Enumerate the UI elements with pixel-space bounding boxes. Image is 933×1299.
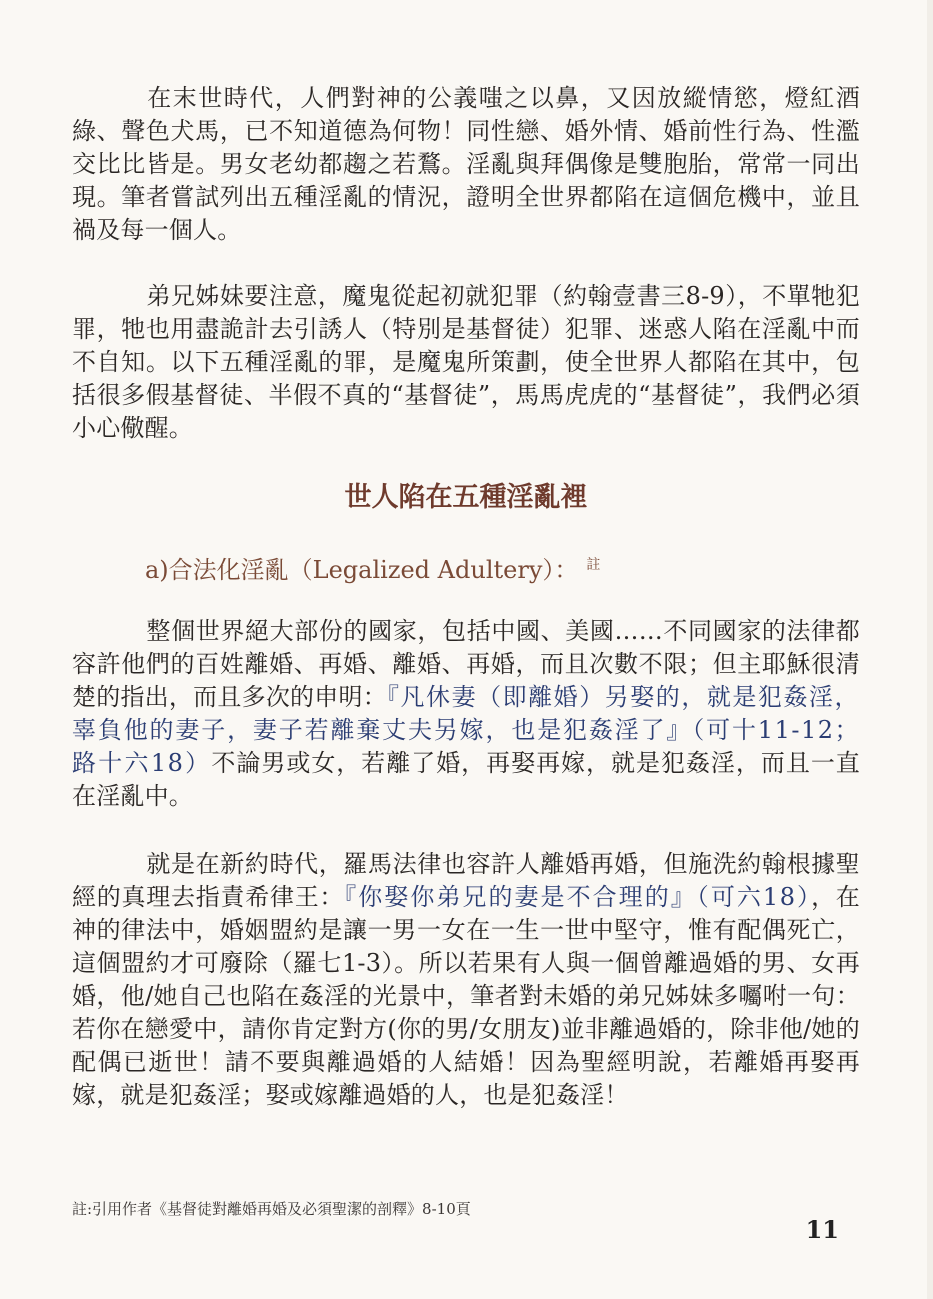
new-testament-text-end: ，在神的律法中，婚姻盟約是讓一男一女在一生一世中堅守，惟有配偶死亡，這個盟約才可廢除（羅七1-3）。所以若果有人與一個曾離過婚的男、女再婚，他/她自己也陷在姦淫的光景中，筆者對未婚的弟兄姊妹多囑咐一句：若你在戀愛中，請你肯定對方(你的男/女朋友)並非離過婚的，除非他/她的配偶已逝世！請不要與離過婚的人結婚！因為聖經明說，若離婚再娶再嫁，就是犯姦淫；娶或嫁離過婚的人，也是犯姦淫！ xyxy=(72,883,861,1109)
legal-divorce-text-end: 不論男或女，若離了婚，再娶再嫁，就是犯姦淫，而且一直在淫亂中。 xyxy=(72,749,860,810)
footnote: 註:引用作者《基督徒對離婚再婚及必須聖潔的剖釋》8-10頁 xyxy=(72,1200,471,1218)
new-testament-paragraph xyxy=(72,848,860,1112)
new-testament-text-start: 就是在新約時代，羅馬法律也容許人離婚再婚，但施洗約翰根據聖經的真理去指責希律王： xyxy=(72,850,860,911)
footnote-marker: 註 xyxy=(586,557,601,573)
intro-paragraph-text: 在末世時代，人們對神的公義嗤之以鼻，又因放縱情慾，燈紅酒綠、聲色犬馬，已不知道德為何物！同性戀、婚外情、婚前性行為、性濫交比比皆是。男女老幼都趨之若鶩。淫亂與拜偶像是雙胞胎，常常一同出現。筆者嘗試列出五種淫亂的情況，證明全世界都陷在這個危機中，並且禍及每一個人。 xyxy=(72,84,860,244)
warning-paragraph-text: 弟兄姊妹要注意，魔鬼從起初就犯罪（約翰壹書三8-9），不單牠犯罪，牠也用盡詭計去引誘人（特別是基督徒）犯罪、迷惑人陷在淫亂中而不自知。以下五種淫亂的罪，是魔鬼所策劃，使全世界人都陷在其中，包括很多假基督徒、半假不真的“基督徒”，馬馬虎虎的“基督徒”，我們必須小心儆醒。 xyxy=(72,282,860,442)
page-number: 11 xyxy=(805,1215,839,1244)
intro-paragraph xyxy=(72,82,860,247)
scripture-quote: 『凡休妻（即離婚）另娶的，就是犯姦淫，辜負他的妻子，妻子若離棄丈夫另嫁，也是犯姦淫了』（可十11-12；路十六18） xyxy=(72,683,861,777)
subsection-heading xyxy=(145,548,600,587)
scripture-quote: 『你娶你弟兄的妻是不合理的』（可六18） xyxy=(344,883,812,911)
legal-divorce-paragraph xyxy=(72,615,860,813)
subsection-heading-text: a)合法化淫亂（Legalized Adultery）： xyxy=(145,556,579,584)
section-heading: 世人陷在五種淫亂裡 xyxy=(344,482,588,513)
warning-paragraph xyxy=(72,280,860,445)
legal-divorce-text-start: 整個世界絕大部份的國家，包括中國、美國……不同國家的法律都容許他們的百姓離婚、再婚、離婚、再婚，而且次數不限；但主耶穌很清楚的指出，而且多次的申明： xyxy=(72,617,860,711)
